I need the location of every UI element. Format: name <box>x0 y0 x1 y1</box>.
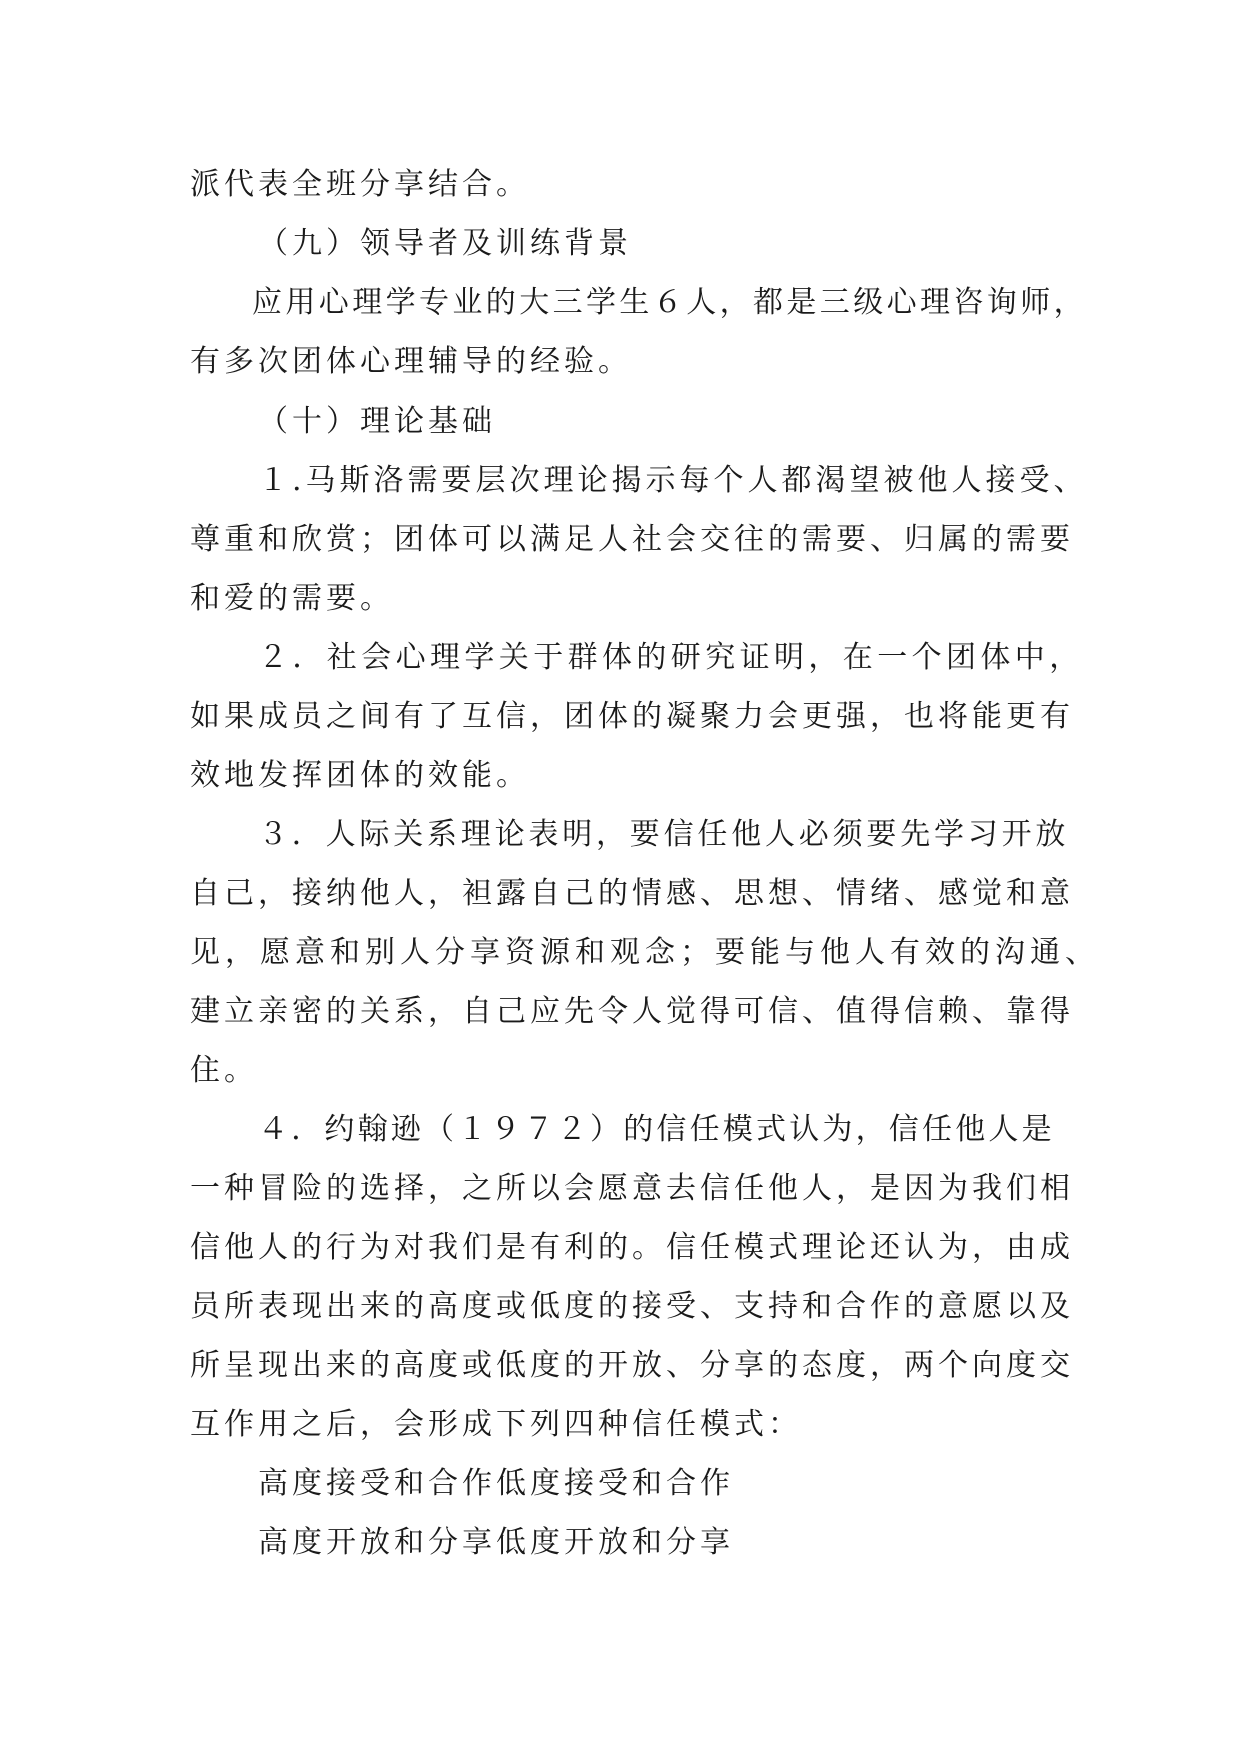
text-line: 信他人的行为对我们是有利的。信任模式理论还认为，由成 <box>190 1230 1074 1265</box>
text-line: 见，愿意和别人分享资源和观念；要能与他人有效的沟通、 <box>190 935 1100 970</box>
text-line: 员所表现出来的高度或低度的接受、支持和合作的意愿以及 <box>190 1289 1074 1324</box>
text-line: ４．约翰逊（１９７２）的信任模式认为，信任他人是 <box>258 1112 1055 1147</box>
text-line: 效地发挥团体的效能。 <box>190 758 530 793</box>
text-line: 住。 <box>190 1053 258 1088</box>
text-line: 自己，接纳他人，袒露自己的情感、思想、情绪、感觉和意 <box>190 876 1074 911</box>
text-line: 互作用之后，会形成下列四种信任模式： <box>190 1407 802 1442</box>
text-line: 应用心理学专业的大三学生６人，都是三级心理咨询师， <box>252 285 1087 320</box>
text-line: ２．社会心理学关于群体的研究证明，在一个团体中， <box>258 640 1084 675</box>
text-line: 高度接受和合作低度接受和合作 <box>258 1466 734 1501</box>
text-line: １.马斯洛需要层次理论揭示每个人都渴望被他人接受、 <box>258 463 1088 498</box>
text-line: 尊重和欣赏；团体可以满足人社会交往的需要、归属的需要 <box>190 522 1074 557</box>
text-line: 如果成员之间有了互信，团体的凝聚力会更强，也将能更有 <box>190 699 1074 734</box>
section-heading: （十）理论基础 <box>258 404 496 439</box>
section-heading: （九）领导者及训练背景 <box>258 226 632 261</box>
text-line: 有多次团体心理辅导的经验。 <box>190 344 632 379</box>
text-line: 和爱的需要。 <box>190 581 394 616</box>
text-line: 派代表全班分享结合。 <box>190 167 530 202</box>
text-line: ３．人际关系理论表明，要信任他人必须要先学习开放 <box>258 817 1070 852</box>
text-line: 所呈现出来的高度或低度的开放、分享的态度，两个向度交 <box>190 1348 1074 1383</box>
text-line: 一种冒险的选择，之所以会愿意去信任他人，是因为我们相 <box>190 1171 1074 1206</box>
text-line: 建立亲密的关系，自己应先令人觉得可信、值得信赖、靠得 <box>190 994 1074 1029</box>
text-line: 高度开放和分享低度开放和分享 <box>258 1525 734 1560</box>
